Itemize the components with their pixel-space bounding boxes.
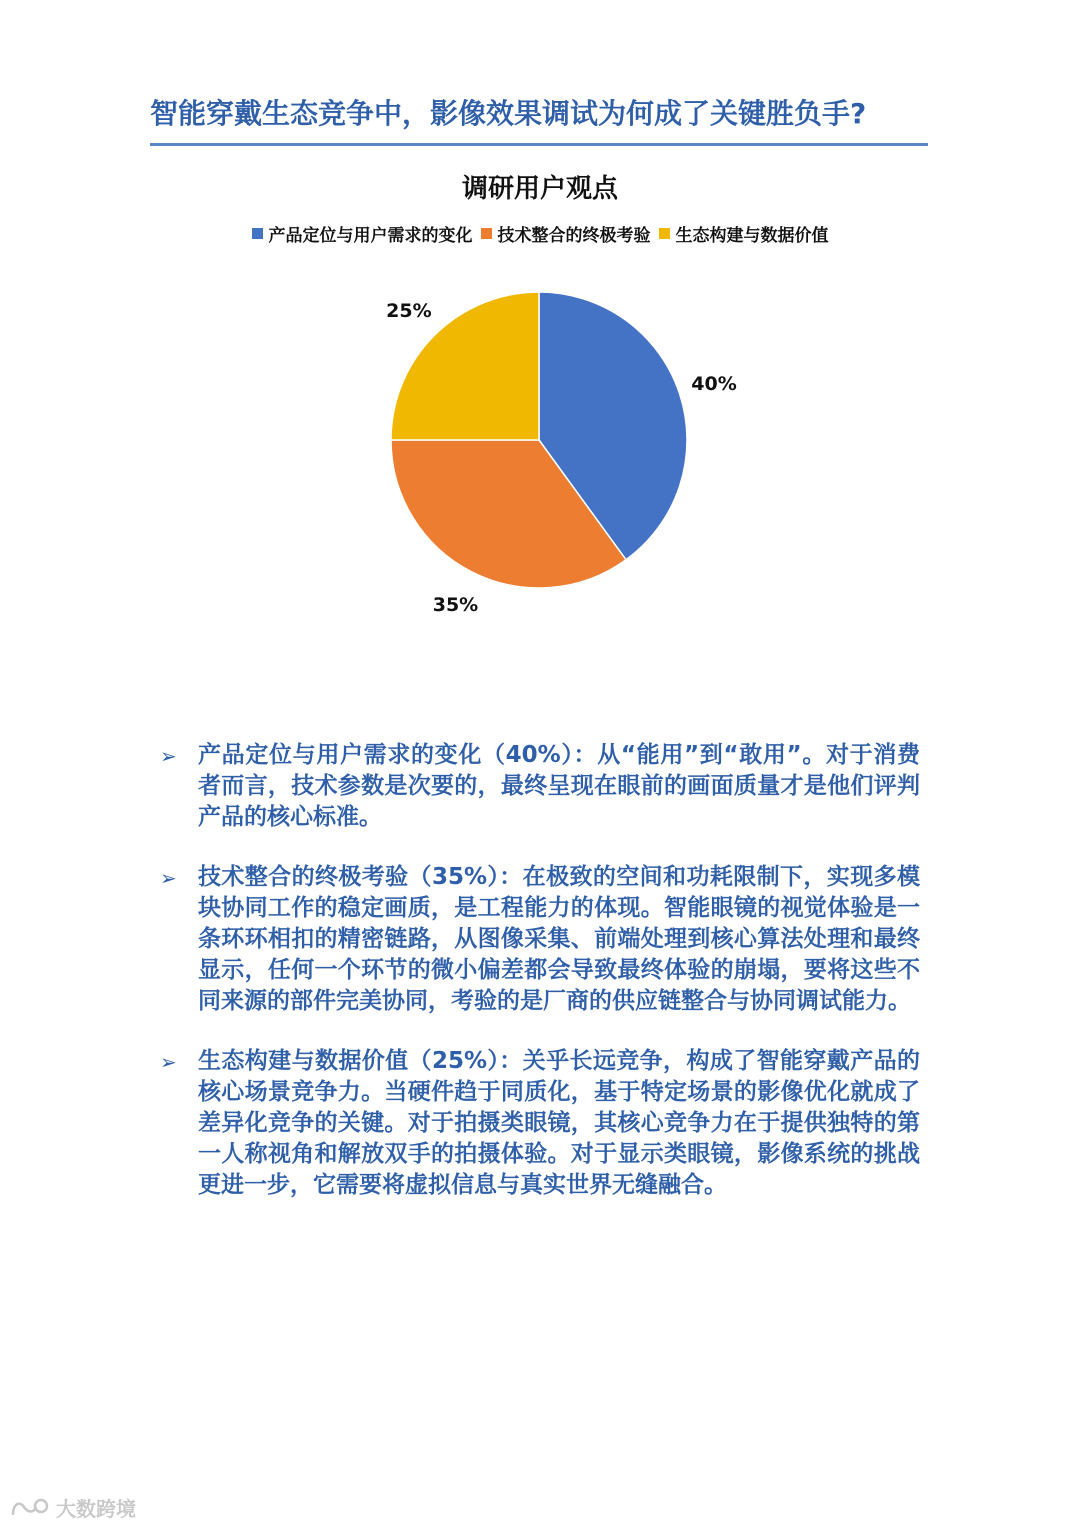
bullet-list (160, 740, 920, 1230)
legend-label: 产品定位与用户需求的变化 (268, 226, 473, 246)
legend-label: 技术整合的终极考验 (497, 226, 651, 246)
legend-item (252, 221, 473, 246)
page-title: 智能穿戴生态竞争中，影像效果调试为何成了关键胜负手? (150, 97, 867, 130)
slice-data-label: 25% (386, 299, 432, 322)
legend-item (481, 221, 651, 246)
bullet-text: 技术整合的终极考验（35%）：在极致的空间和功耗限制下，实现多模块协同工作的稳定画质，是工程能力的体现。智能眼镜的视觉体验是一条环环相扣的精密链路，从图像采集、前端处理到核心算法处理和最终显示，任何一个环节的微小偏差都会导致最终体验的崩塌，要将这些不同来源的部件完美协同，考验的是厂商的供应链整合与协同调试能力。 (198, 864, 920, 1014)
slice-data-label: 35% (432, 593, 479, 616)
legend-label: 生态构建与数据价值 (675, 226, 829, 246)
legend-swatch (659, 228, 670, 239)
bullet-item (160, 862, 920, 1016)
slice-data-label: 40% (691, 373, 737, 396)
bullet-text: 产品定位与用户需求的变化（40%）：从“能用”到“敢用”。对于消费者而言，技术参数是次要的，最终呈现在眼前的画面质量才是他们评判产品的核心标准。 (198, 742, 920, 830)
arrow-bullet-icon: ➢ (160, 1050, 177, 1075)
pie-chart (0, 270, 1080, 620)
legend-swatch (481, 228, 492, 239)
bullet-item (160, 740, 920, 832)
watermark (10, 1493, 136, 1522)
arrow-bullet-icon: ➢ (160, 866, 177, 891)
legend-item (659, 221, 829, 246)
arrow-bullet-icon: ➢ (160, 744, 177, 768)
title-divider (150, 143, 928, 146)
brand-logo-icon (10, 1497, 50, 1519)
bullet-item (160, 1046, 920, 1200)
chart-title: 调研用户观点 (461, 174, 618, 204)
watermark-text: 大数跨境 (56, 1497, 136, 1521)
chart-legend (0, 221, 1080, 246)
legend-swatch (252, 228, 263, 239)
bullet-text: 生态构建与数据价值（25%）：关乎长远竞争，构成了智能穿戴产品的核心场景竞争力。当硬件趋于同质化，基于特定场景的影像优化就成了差异化竞争的关键。对于拍摄类眼镜，其核心竞争力在于提供独特的第一人称视角和解放双手的拍摄体验。对于显示类眼镜，影像系统的挑战更进一步，它需要将虚拟信息与真实世界无缝融合。 (198, 1048, 920, 1198)
